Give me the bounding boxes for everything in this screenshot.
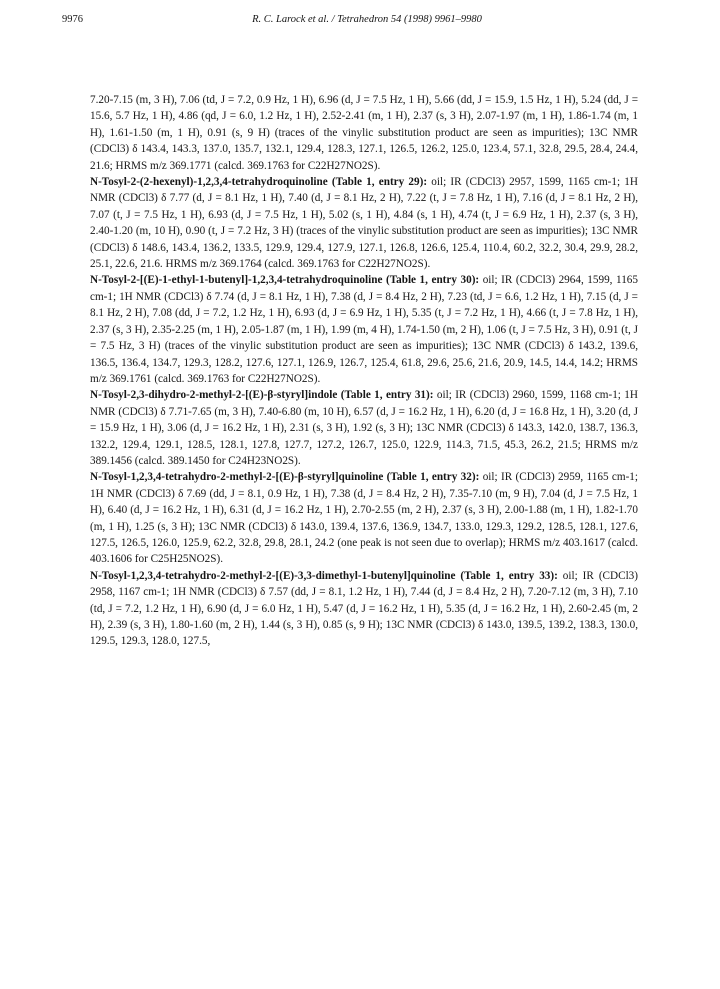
paragraph-continuation [90, 92, 638, 174]
compound-entry-30 [90, 272, 638, 387]
paragraph-text: oil; IR (CDCl3) 2959, 1165 cm-1; 1H NMR (CDCl3) δ 7.69 (dd, J = 8.1, 0.9 Hz, 1 H), 7.38 (d, J = 8.4 Hz, 2 H), 7.35-7.10 (m, 9 H), 7.04 (d, J = 7.5 Hz, 1 H), 6.40 (d, J = 16.2 Hz, 1 H), 6.31 (d, J = 16.2 Hz, 1 H), 2.70-2.55 (m, 2 H), 2.37 (s, 3 H), 2.00-1.88 (m, 1 H), 1.82-1.70 (m, 1 H), 1.25 (s, 3 H); 13C NMR (CDCl3) δ 143.0, 139.4, 137.6, 136.9, 134.7, 133.0, 129.3, 129.2, 128.5, 128.1, 127.6, 127.5, 126.5, 126.0, 125.9, 62.2, 32.8, 29.8, 28.1, 24.2 (one peak is not seen due to overlap); HRMS m/z 403.1617 (calcd. 403.1606 for C25H25NO2S). [90, 471, 638, 566]
compound-title: N-Tosyl-1,2,3,4-tetrahydro-2-methyl-2-[(E)-3,3-dimethyl-1-butenyl]quinoline (Table 1, entry 33): [90, 569, 558, 582]
paragraph-text: oil; IR (CDCl3) 2964, 1599, 1165 cm-1; 1H NMR (CDCl3) δ 7.74 (d, J = 8.1 Hz, 1 H), 7.38 (d, J = 8.4 Hz, 2 H), 7.23 (td, J = 6.6, 1.2 Hz, 1 H), 7.15 (d, J = 8.1 Hz, 2 H), 7.08 (dd, J = 7.2, 1.2 Hz, 1 H), 6.93 (d, J = 6.9 Hz, 1 H), 5.35 (t, J = 7.2 Hz, 1 H), 4.66 (t, J = 7.8 Hz, 1 H), 2.37 (s, 3 H), 2.35-2.25 (m, 1 H), 2.05-1.87 (m, 1 H), 1.99 (m, 4 H), 1.74-1.50 (m, 2 H), 1.06 (t, J = 7.5 Hz, 3 H), 0.91 (t, J = 7.5 Hz, 3 H) (traces of the vinylic substitution product are seen as impurities); 13C NMR (CDCl3) δ 143.2, 139.6, 136.5, 136.4, 134.7, 129.3, 128.2, 127.6, 127.1, 126.9, 126.7, 125.4, 61.8, 29.6, 25.6, 21.6, 20.9, 14.5, 14.4, 14.2; HRMS m/z 369.1761 (calcd. 369.1763 for C22H27NO2S). [90, 274, 638, 385]
compound-entry-31 [90, 387, 638, 469]
compound-title: N-Tosyl-1,2,3,4-tetrahydro-2-methyl-2-[(E)-β-styryl]quinoline (Table 1, entry 32): [90, 471, 480, 484]
compound-title: N-Tosyl-2,3-dihydro-2-methyl-2-[(E)-β-styryl]indole (Table 1, entry 31): [90, 389, 434, 402]
running-head: R. C. Larock et al. / Tetrahedron 54 (1998) 9961–9980 [252, 14, 482, 25]
paragraph-text: 7.20-7.15 (m, 3 H), 7.06 (td, J = 7.2, 0.9 Hz, 1 H), 6.96 (d, J = 7.5 Hz, 1 H), 5.66 (dd, J = 15.9, 1.5 Hz, 1 H), 5.24 (dd, J = 15.6, 5.7 Hz, 1 H), 4.86 (qd, J = 6.0, 1.2 Hz, 1 H), 2.52-2.41 (m, 1 H), 2.37 (s, 3 H), 2.07-1.97 (m, 1 H), 1.86-1.74 (m, 1 H), 1.61-1.50 (m, 1 H), 0.91 (s, 9 H) (traces of the vinylic substitution product are seen as impurities); 13C NMR (CDCl3) δ 143.4, 143.3, 137.0, 135.7, 132.1, 129.4, 128.3, 127.1, 126.5, 126.2, 125.0, 123.4, 57.1, 32.8, 29.5, 28.4, 24.4, 21.6; HRMS m/z 369.1771 (calcd. 369.1763 for C22H27NO2S). [90, 94, 638, 172]
paragraph-text: oil; IR (CDCl3) 2960, 1599, 1168 cm-1; 1H NMR (CDCl3) δ 7.71-7.65 (m, 3 H), 7.40-6.80 (m, 10 H), 6.57 (d, J = 16.2 Hz, 1 H), 6.20 (d, J = 16.8 Hz, 1 H), 3.20 (d, J = 15.9 Hz, 1 H), 3.06 (d, J = 16.2 Hz, 1 H), 2.31 (s, 3 H), 1.92 (s, 3 H); 13C NMR (CDCl3) δ 143.3, 142.0, 138.7, 136.3, 132.2, 129.4, 129.1, 128.5, 128.1, 127.8, 127.7, 127.2, 126.7, 125.0, 122.9, 114.3, 71.5, 45.3, 26.2, 21.5; HRMS m/z 389.1456 (calcd. 389.1450 for C24H23NO2S). [90, 389, 638, 467]
paragraph-text: oil; IR (CDCl3) 2957, 1599, 1165 cm-1; 1H NMR (CDCl3) δ 7.77 (d, J = 8.1 Hz, 1 H), 7.40 (d, J = 8.1 Hz, 2 H), 7.22 (t, J = 7.8 Hz, 1 H), 7.16 (d, J = 8.1 Hz, 2 H), 7.07 (t, J = 7.5 Hz, 1 H), 6.93 (d, J = 7.5 Hz, 1 H), 5.02 (s, 1 H), 4.84 (s, 1 H), 4.74 (t, J = 6.9 Hz, 1 H), 2.37 (s, 3 H), 2.40-1.20 (m, 10 H), 0.90 (t, J = 7.2 Hz, 3 H) (traces of the vinylic substitution product are seen as impurities); 13C NMR (CDCl3) δ 148.6, 143.4, 136.2, 133.5, 129.9, 129.4, 127.9, 127.1, 126.8, 126.6, 125.4, 110.4, 60.2, 32.2, 30.4, 29.9, 28.2, 25.1, 22.6, 21.6. HRMS m/z 369.1764 (calcd. 369.1763 for C22H27NO2S). [90, 176, 638, 271]
compound-title: N-Tosyl-2-[(E)-1-ethyl-1-butenyl]-1,2,3,4-tetrahydroquinoline (Table 1, entry 30): [90, 274, 480, 287]
page-header [62, 14, 672, 32]
compound-entry-33 [90, 568, 638, 650]
compound-title: N-Tosyl-2-(2-hexenyl)-1,2,3,4-tetrahydroquinoline (Table 1, entry 29): [90, 176, 428, 189]
compound-entry-29 [90, 174, 638, 272]
page-number: 9976 [62, 14, 83, 25]
paragraph-text: oil; IR (CDCl3) 2958, 1167 cm-1; 1H NMR (CDCl3) δ 7.57 (dd, J = 8.1, 1.2 Hz, 1 H), 7.44 (d, J = 8.4 Hz, 2 H), 7.20-7.12 (m, 3 H), 7.10 (td, J = 7.2, 1.2 Hz, 1 H), 6.90 (d, J = 6.0 Hz, 1 H), 5.47 (d, J = 16.2 Hz, 1 H), 5.35 (d, J = 16.2 Hz, 1 H), 2.60-2.45 (m, 2 H), 2.39 (s, 3 H), 1.80-1.60 (m, 2 H), 1.44 (s, 3 H), 0.85 (s, 9 H); 13C NMR (CDCl3) δ 143.0, 139.5, 139.2, 138.3, 130.0, 129.5, 129.3, 128.0, 127.5, [90, 569, 638, 648]
body-text [90, 92, 638, 650]
compound-entry-32 [90, 469, 638, 567]
